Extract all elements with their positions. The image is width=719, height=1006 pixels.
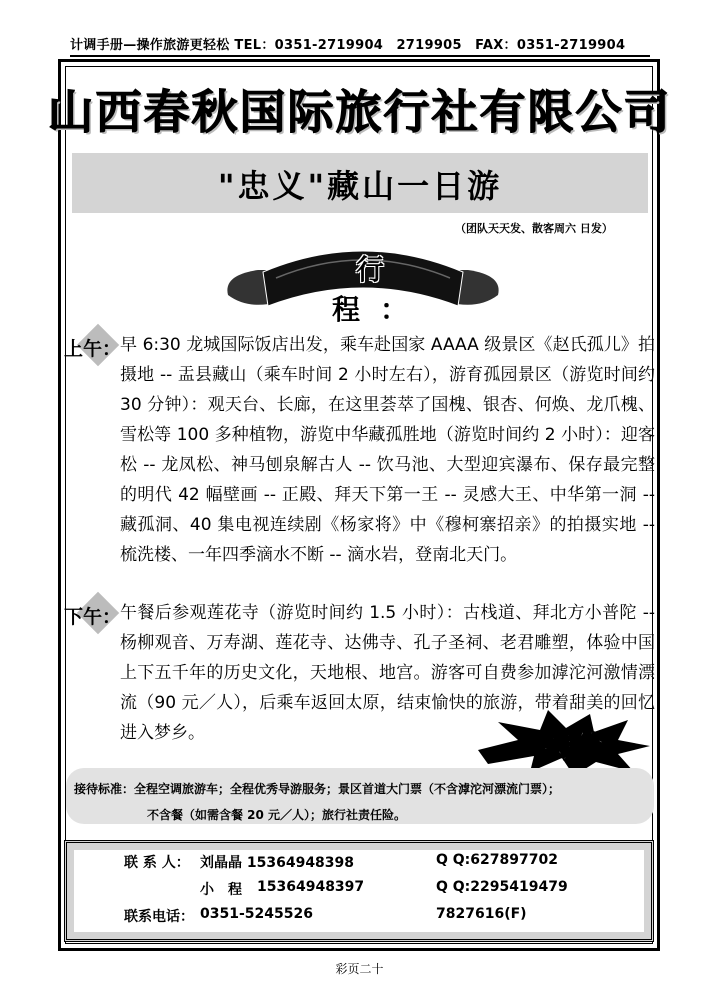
header-tagline: 计调手册—操作旅游更轻松 TEL：0351-2719904 2719905 FAX：0351-2719904 [70, 34, 650, 57]
afternoon-paragraph: 午餐后参观莲花寺（游览时间约 1.5 小时）：古栈道、拜北方小普陀 -- 杨柳观音、万寿湖、莲花寺、达佛寺、孔子圣祠、老君雕塑，体验中国上下五千年的历史文化，天地根、地宫。游客可自费参加滹沱河激情漂流（90 元／人），后乘车返回太原，结束愉快的旅游，带着甜美的回忆进入梦乡。 [120, 603, 655, 743]
contact-qq-2: Q Q:2295419479 [436, 879, 568, 895]
contact-person2: 15364948397 [257, 879, 365, 895]
tour-title: "忠义"藏山一日游 [217, 167, 503, 205]
company-name: 山西春秋国际旅行社有限公司 [47, 85, 672, 139]
contact-person: 刘晶晶 15364948398 [200, 855, 355, 871]
contact-phone: 0351-5245526 [200, 906, 313, 922]
special-price-label: 特价 [543, 730, 605, 765]
contact-person-label: 联 系 人： [124, 855, 190, 871]
page-footer: 彩页二十 [335, 962, 384, 976]
standards-line-2: 不含餐（如需含餐 20 元／人）；旅行社责任险。 [147, 808, 407, 822]
afternoon-label: 下午： [64, 606, 122, 628]
morning-label: 上午： [64, 338, 122, 360]
departure-note: （团队天天发、散客周六 日发） [455, 222, 613, 235]
morning-paragraph: 早 6:30 龙城国际饭店出发，乘车赴国家 AAAA 级景区《赵氏孤儿》拍摄地 -- 盂县藏山（乘车时间 2 小时左右），游育孤园景区（游览时间约 30 分钟）：观天台、长廊，在这里荟萃了国槐、银杏、何焕、龙爪槐、雪松等 100 多种植物，游览中华藏孤胜地（游览时间约 2 小时）：迎客松 -- 龙凤松、神马刨泉解古人 -- 饮马池、大型迎宾瀑布、保存最完整的明代 42 幅壁画 -- 正殿、拜天下第一王 -- 灵感大王、中华第一洞 -- 藏孤洞、40 集电视连续剧《杨家将》中《穆柯寨招亲》的拍摄实地 -- 梳洗楼、一年四季滴水不断 -- 滴水岩，登南北天门。 [120, 335, 655, 565]
contact-qq-1: Q Q:627897702 [436, 852, 558, 868]
itinerary-label: 行 程： [331, 253, 428, 326]
contact-fax: 7827616(F) [436, 906, 527, 922]
title-banner [72, 153, 648, 213]
contact-phone-label: 联系电话： [124, 909, 194, 925]
standards-line-1: 接待标准：全程空调旅游车；全程优秀导游服务；景区首道大门票（不含滹沱河漂流门票）； [74, 782, 561, 796]
contact-person2-label: 小 程 [200, 882, 242, 898]
